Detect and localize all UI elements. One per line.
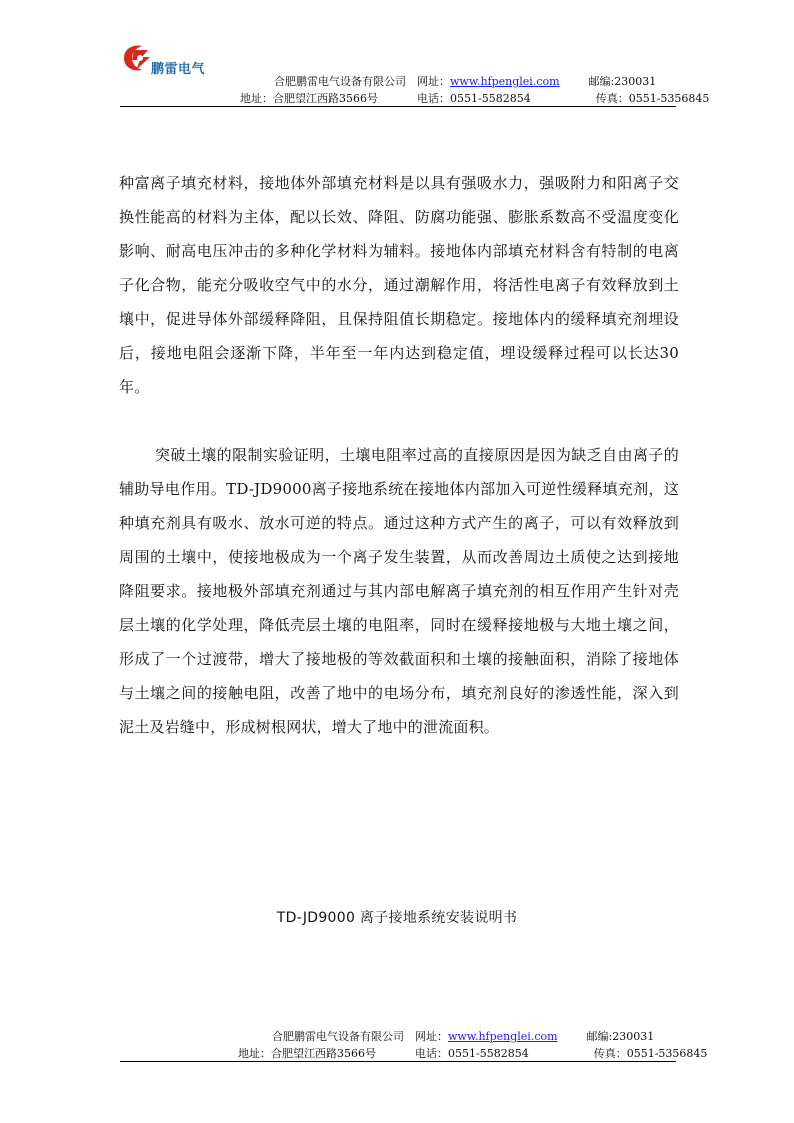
footer-website-label: 网址：	[415, 1030, 448, 1043]
paragraph-2: 突破土壤的限制实验证明，土壤电阻率过高的直接原因是因为缺乏自由离子的辅助导电作用。TD-JD9000离子接地系统在接地体内部加入可逆性缓释填充剂，这种填充剂具有吸水、放水可逆的特点。通过这种方式产生的离子，可以有效释放到周围的土壤中，使接地极成为一个离子发生装置，从而改善周边土质使之达到接地降阻要求。接地极外部填充剂通过与其内部电解离子填充剂的相互作用产生针对壳层土壤的化学处理，降低壳层土壤的电阻率，同时在缓释接地极与大地土壤之间，形成了一个过渡带，增大了接地极的等效截面积和土壤的接触面积，消除了接地体与土壤之间的接触电阻，改善了地中的电场分布，填充剂良好的渗透性能，深入到泥土及岩缝中，形成树根网状，增大了地中的泄流面积。	[119, 446, 679, 736]
company-logo	[120, 40, 215, 76]
header-address: 地址：合肥望江西路3566号	[240, 92, 378, 105]
header-website-link[interactable]: www.hfpenglei.com	[450, 75, 560, 88]
footer-divider	[120, 1061, 676, 1062]
logo-text: 鹏雷电气	[151, 62, 206, 77]
footer-company: 合肥鹏雷电气设备有限公司	[272, 1030, 404, 1043]
footer-fax: 传真：0551-5356845	[593, 1047, 708, 1060]
footer-address: 地址：合肥望江西路3566号	[238, 1047, 376, 1060]
header-company: 合肥鹏雷电气设备有限公司	[274, 75, 406, 88]
header-phone: 电话：0551-5582854	[417, 92, 531, 105]
header-postcode: 邮编:230031	[588, 75, 657, 88]
footer-line-2	[238, 1045, 707, 1061]
footer-postcode: 邮编:230031	[586, 1030, 655, 1043]
header-website-label: 网址：	[417, 75, 450, 88]
header-fax: 传真：0551-5356845	[595, 92, 710, 105]
footer-website-link[interactable]: www.hfpenglei.com	[448, 1030, 558, 1043]
header-line-1	[274, 73, 656, 89]
footer-phone: 电话：0551-5582854	[415, 1047, 529, 1060]
document-title: TD-JD9000 离子接地系统安装说明书	[276, 910, 518, 926]
header-divider	[120, 106, 676, 107]
main-content	[119, 166, 679, 744]
header-line-2	[240, 90, 709, 106]
page-footer	[120, 1028, 708, 1068]
footer-line-1	[272, 1028, 654, 1044]
paragraph-1: 种富离子填充材料，接地体外部填充材料是以具有强吸水力，强吸附力和阳离子交换性能高的材料为主体，配以长效、降阻、防腐功能强、膨胀系数高不受温度变化影响、耐高电压冲击的多种化学材料为辅料。接地体内部填充材料含有特制的电离子化合物，能充分吸收空气中的水分，通过潮解作用，将活性电离子有效释放到土壤中，促进导体外部缓释降阻，且保持阻值长期稳定。接地体内的缓释填充剂埋设后，接地电阻会逐渐下降，半年至一年内达到稳定值，埋设缓释过程可以长达30年。	[119, 174, 679, 396]
page-header	[120, 40, 710, 108]
